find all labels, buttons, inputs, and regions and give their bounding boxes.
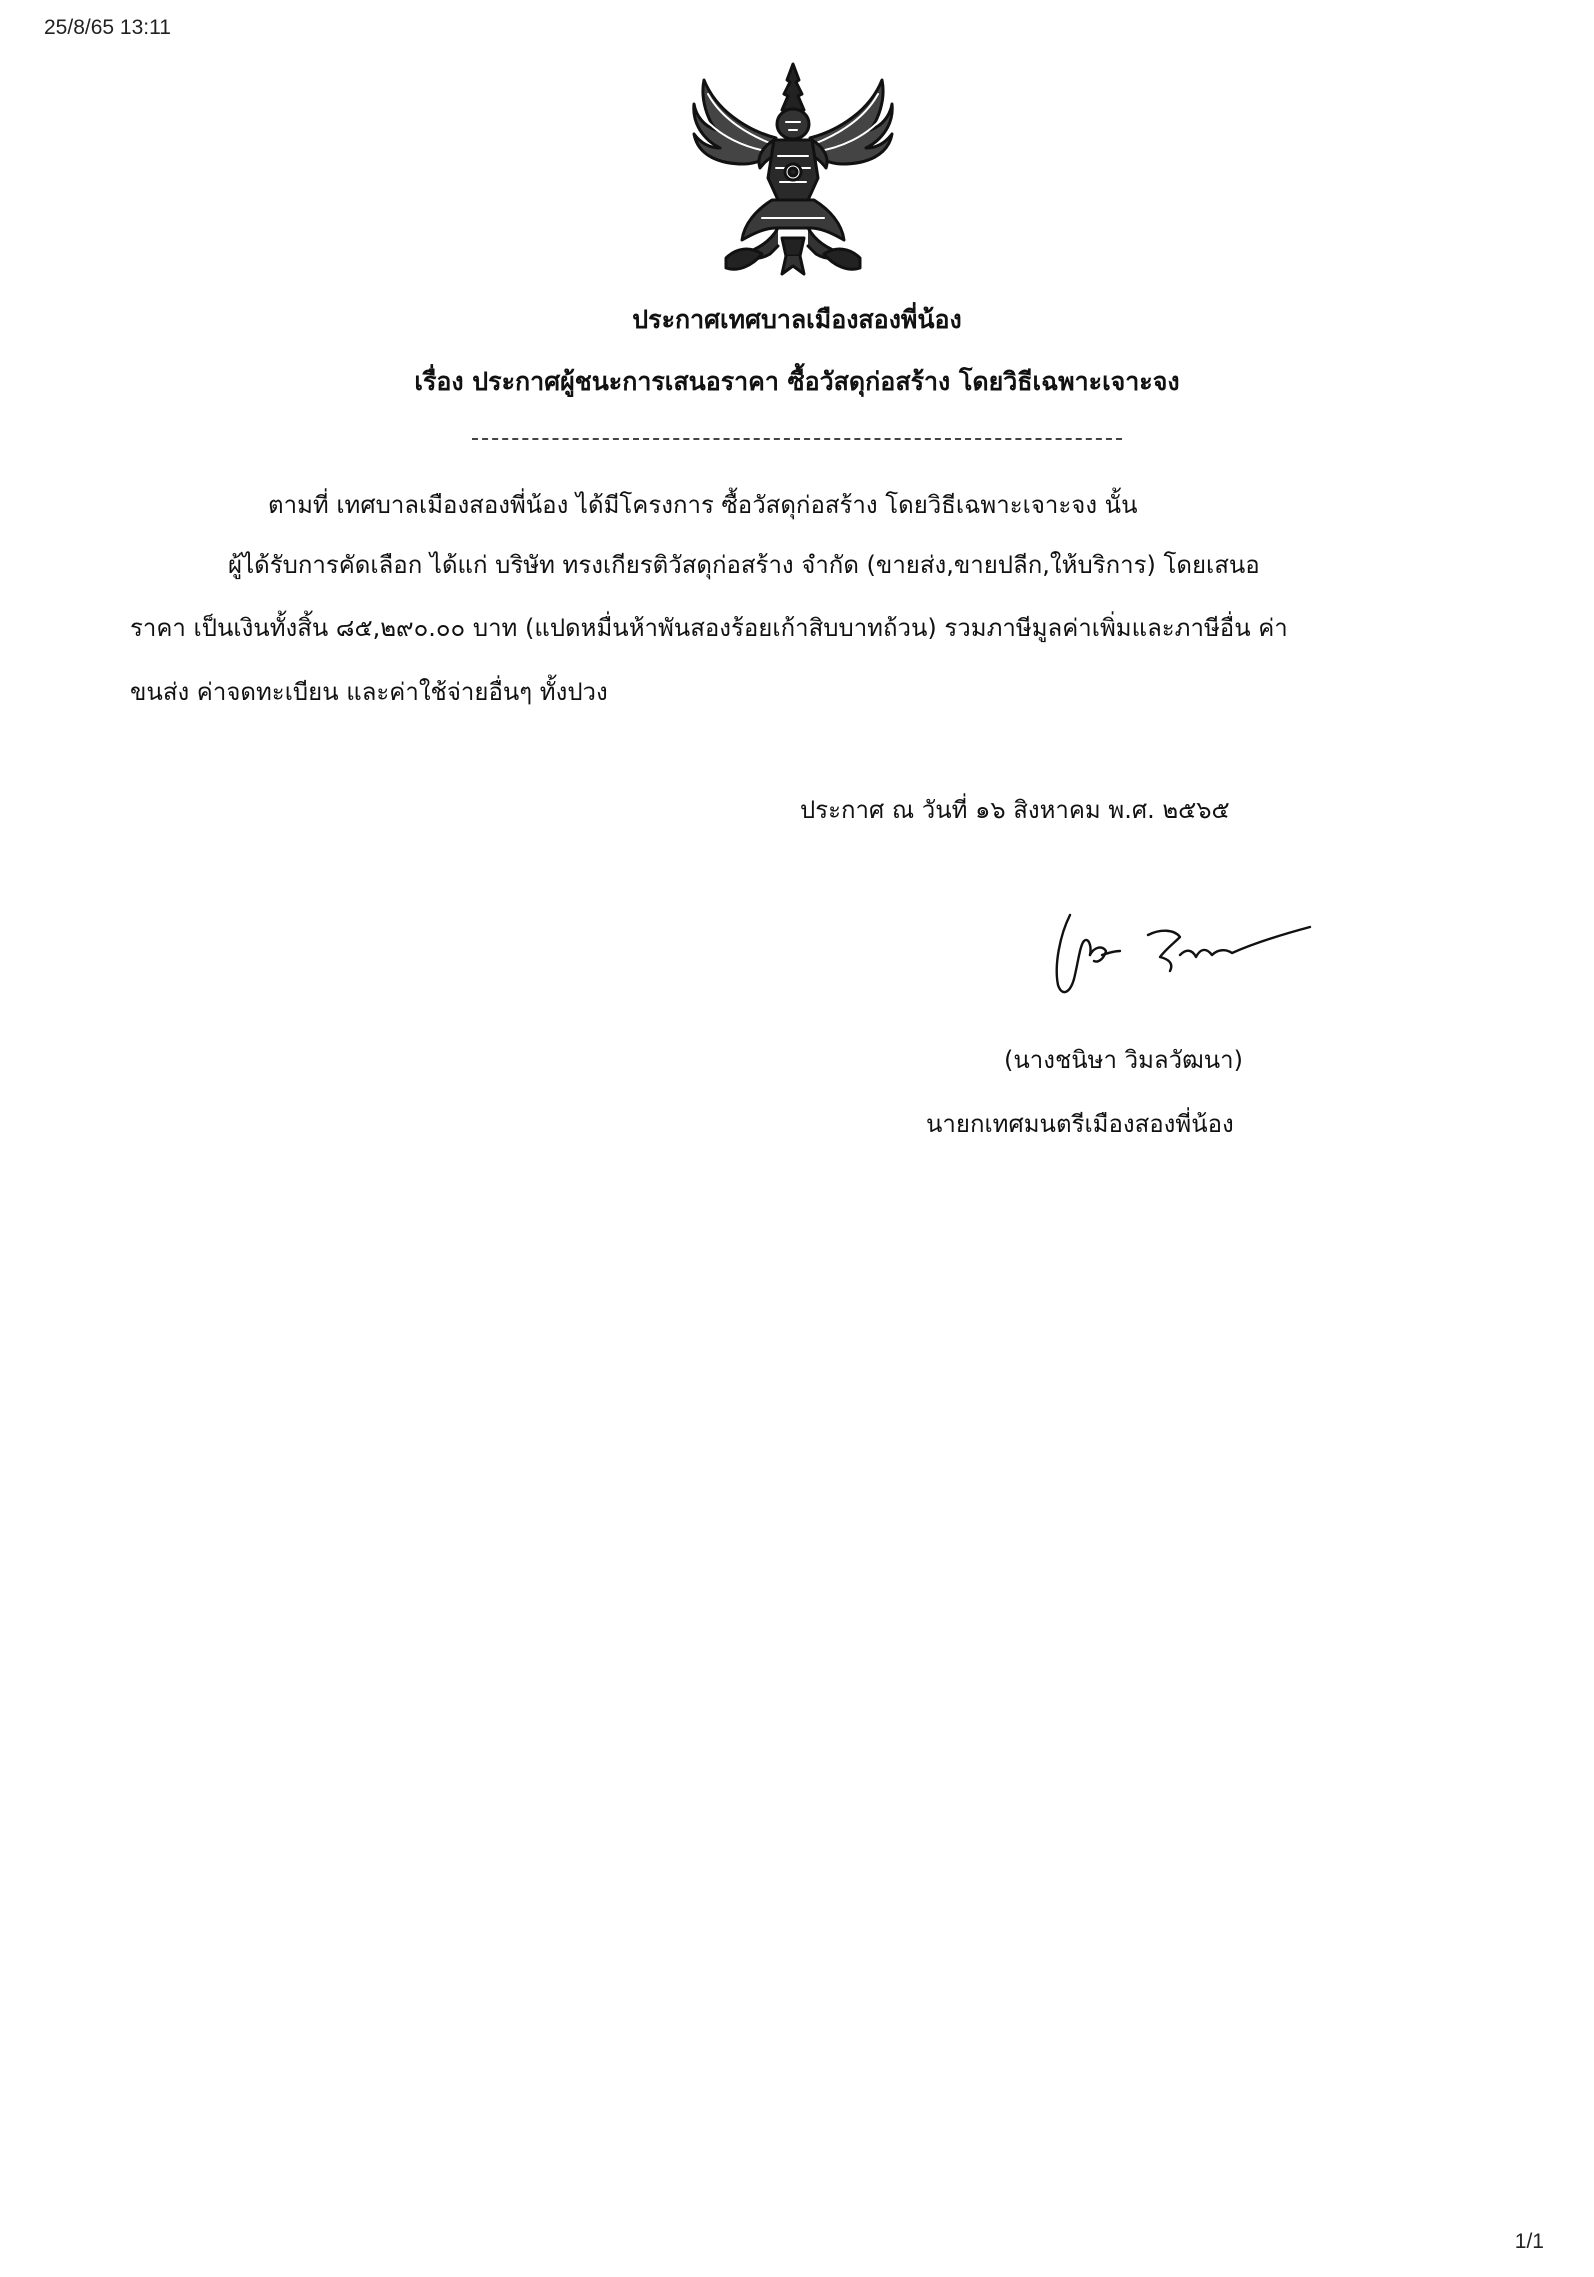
announcement-issuer: ประกาศเทศบาลเมืองสองพี่น้อง [632,305,962,334]
page-number: 1/1 [1514,2230,1544,2253]
body-line-3: ราคา เป็นเงินทั้งสิ้น ๘๕,๒๙๐.๐๐ บาท (แปดหมื่นห้าพันสองร้อยเก้าสิบบาทถ้วน) รวมภาษีมูลค่าเพิ่มและภาษีอื่น ค่า [130,614,1288,642]
announcement-subject: เรื่อง ประกาศผู้ชนะการเสนอราคา ซื้อวัสดุก่อสร้าง โดยวิธีเฉพาะเจาะจง [414,367,1180,396]
announcement-date: ประกาศ ณ วันที่ ๑๖ สิงหาคม พ.ศ. ๒๕๖๕ [800,796,1230,824]
print-timestamp: 25/8/65 13:11 [44,16,171,39]
body-line-4: ขนส่ง ค่าจดทะเบียน และค่าใช้จ่ายอื่นๆ ทั้งปวง [130,678,608,706]
dashed-divider [472,438,1122,440]
signatory-name: (นางชนิษา วิมลวัฒนา) [1004,1046,1243,1074]
body-line-2: ผู้ได้รับการคัดเลือก ได้แก่ บริษัท ทรงเกียรติวัสดุก่อสร้าง จำกัด (ขายส่ง,ขายปลีก,ให้บริการ) โดยเสนอ [228,551,1260,579]
body-line-1: ตามที่ เทศบาลเมืองสองพี่น้อง ได้มีโครงการ ซื้อวัสดุก่อสร้าง โดยวิธีเฉพาะเจาะจง นั้น [268,491,1138,519]
handwritten-signature [1040,905,1340,1005]
garuda-emblem-icon [686,60,900,288]
signatory-position: นายกเทศมนตรีเมืองสองพี่น้อง [926,1110,1234,1138]
